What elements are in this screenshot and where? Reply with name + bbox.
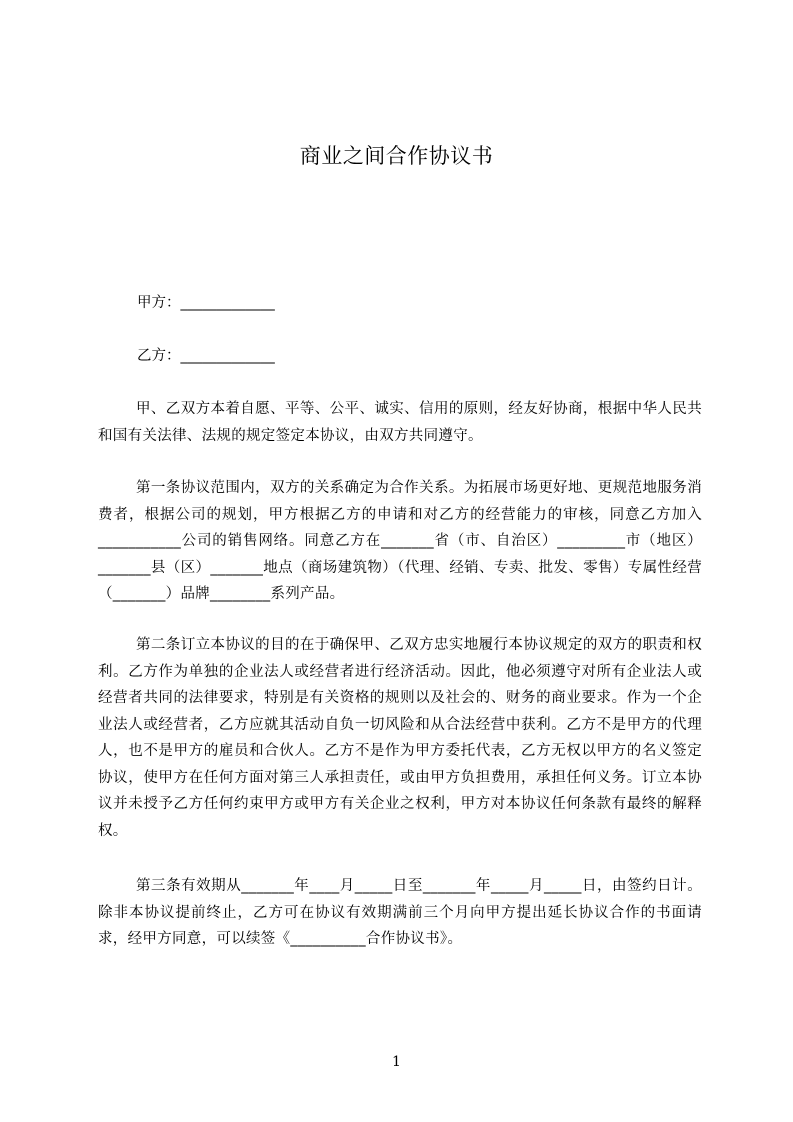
- article-1-paragraph: 第一条协议范围内，双方的关系确定为合作关系。为拓展市场更好地、更规范地服务消费者，根据公司的规划，甲方根据乙方的申请和对乙方的经营能力的审核，同意乙方加入___________公司的销售网络。同意乙方在_______省（市、自治区）_________市（地区）_______县（区）_______地点（商场建筑物）（代理、经销、专卖、批发、零售）专属性经营（_______）品牌________系列产品。: [98, 480, 702, 602]
- article-3-paragraph: 第三条有效期从_______年____月_____日至_______年_____月_____日，由签约日计。除非本协议提前终止，乙方可在协议有效期满前三个月向甲方提出延长协议合作的书面请求，经甲方同意，可以续签《__________合作协议书》。: [98, 878, 702, 947]
- document-title: 商业之间合作协议书: [299, 144, 494, 168]
- party-a-line: 甲方：_____________: [137, 295, 275, 311]
- article-2-paragraph: 第二条订立本协议的目的在于确保甲、乙双方忠实地履行本协议规定的双方的职责和权利。乙方作为单独的企业法人或经营者进行经济活动。因此，他必须遵守对所有企业法人或经营者共同的法律要求，特别是有关资格的规则以及社会的、财务的商业要求。作为一个企业法人或经营者，乙方应就其活动自负一切风险和从合法经营中获利。乙方不是甲方的代理人，也不是甲方的雇员和合伙人。乙方不是作为甲方委托代表，乙方无权以甲方的名义签定协议，使甲方在任何方面对第三人承担责任，或由甲方负担费用，承担任何义务。订立本协议并未授予乙方任何约束甲方或甲方有关企业之权利，甲方对本协议任何条款有最终的解释权。: [98, 637, 702, 839]
- preamble-paragraph: 甲、乙双方本着自愿、平等、公平、诚实、信用的原则，经友好协商，根据中华人民共和国有关法律、法规的规定签定本协议，由双方共同遵守。: [98, 401, 702, 444]
- page-number: 1: [392, 1054, 401, 1070]
- party-b-line: 乙方：_____________: [137, 348, 275, 364]
